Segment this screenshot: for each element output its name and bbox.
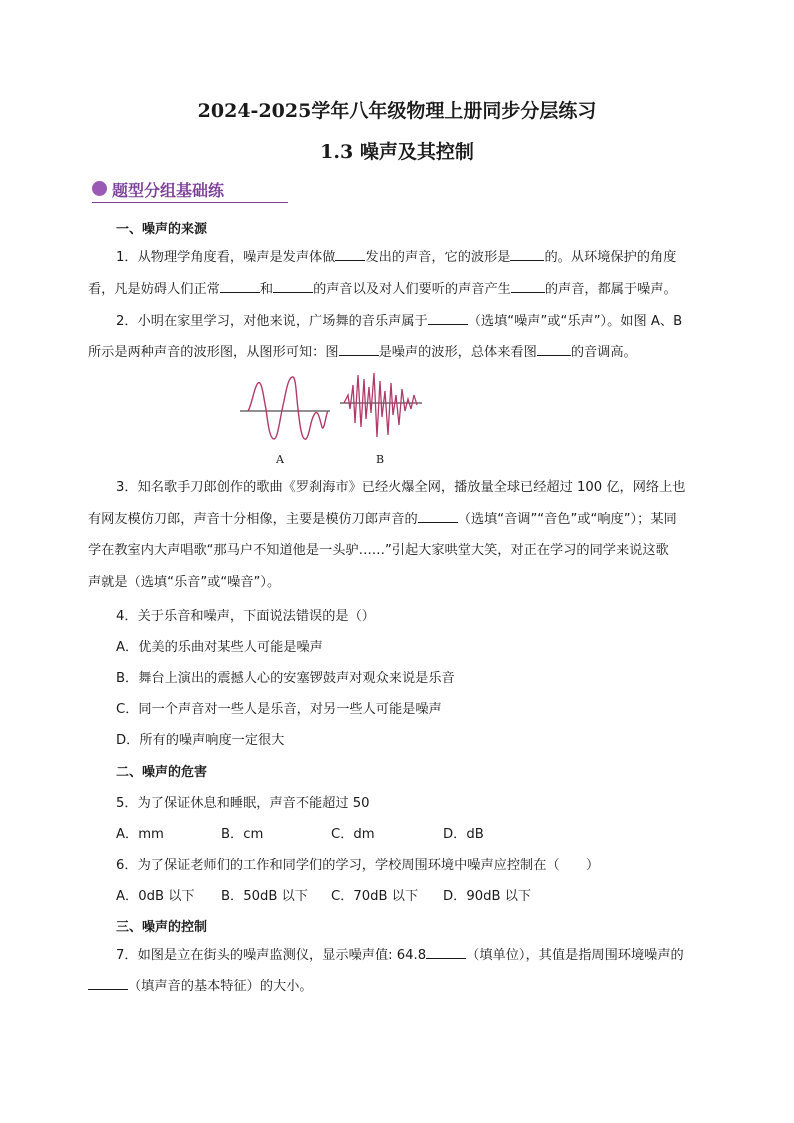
question-5-options	[116, 823, 484, 842]
question-3	[88, 472, 708, 503]
q2-text-e: 的音调高。	[570, 345, 637, 360]
q2-blank-1	[428, 310, 468, 325]
question-4-option-d: D．所有的噪声响度一定很大	[116, 733, 285, 748]
q3-blank-1	[418, 508, 458, 523]
question-6-option-c: C．70dB 以下	[331, 889, 419, 904]
question-4-option-b: B．舞台上演出的震撼人心的安塞锣鼓声对观众来说是乐音	[116, 671, 455, 686]
q2-text-c: 所示是两种声音的波形图，从图形可知：图	[88, 345, 339, 360]
question-5-stem: 5．为了保证休息和睡眠，声音不能超过 50	[116, 796, 370, 811]
q1-blank-4	[273, 278, 313, 293]
q1-text-b: 发出的声音，它的波形是	[365, 250, 511, 265]
q1-blank-5	[511, 278, 545, 293]
question-4-option-a: A．优美的乐曲对某些人可能是噪声	[116, 640, 323, 655]
q3-text-c: （选填“音调”“音色”或“响度”）；某同	[457, 512, 677, 527]
part1-heading: 一、噪声的来源	[116, 222, 208, 237]
q1-text-c: 的。从环境保护的角度	[544, 250, 677, 265]
q2-blank-2	[339, 341, 379, 356]
question-6-option-b: B．50dB 以下	[221, 889, 308, 904]
q7-text-b: （填单位），其值是指周围环境噪声的	[466, 948, 684, 963]
question-3-line2	[88, 504, 708, 535]
q2-blank-3	[537, 341, 571, 356]
question-5-option-d: D．dB	[443, 827, 484, 842]
bullet-dot-icon	[92, 181, 107, 196]
question-6-option-d: D．90dB 以下	[443, 889, 532, 904]
question-6-option-a: A．0dB 以下	[116, 889, 195, 904]
waveform-a-line	[248, 377, 328, 439]
q7-blank-2	[88, 975, 128, 990]
q3-text-e: 声就是（选填“乐音”或“噪音”）。	[88, 575, 281, 590]
document-subtitle: 1.3 噪声及其控制	[320, 141, 474, 163]
question-2-line2	[88, 337, 708, 368]
q1-text-a: 1．从物理学角度看，噪声是发声体做	[116, 250, 336, 265]
question-5-option-a: A．mm	[116, 827, 164, 842]
q2-text-d: 是噪声的波形，总体来看图	[378, 345, 537, 360]
question-5-option-c: C．dm	[331, 827, 375, 842]
part3-heading: 三、噪声的控制	[116, 920, 208, 935]
figure-label-a: A	[276, 453, 284, 466]
waveform-b-line	[344, 373, 417, 437]
question-2	[88, 306, 708, 337]
section-banner-label: 题型分组基础练	[112, 181, 225, 200]
q1-text-d: 看，凡是妨碍人们正常	[88, 282, 220, 297]
question-6-stem: 6．为了保证老师们的工作和同学们的学习，学校周围环境中噪声应控制在（ ）	[116, 858, 600, 873]
question-4-option-c: C．同一个声音对一些人是乐音，对另一些人可能是噪声	[116, 702, 442, 717]
figure-label-b: B	[376, 453, 385, 466]
q1-blank-1	[335, 246, 365, 261]
q1-blank-2	[510, 246, 544, 261]
question-5-option-b: B．cm	[221, 827, 264, 842]
question-4-stem: 4．关于乐音和噪声，下面说法错误的是（）	[116, 609, 375, 624]
q1-text-f: 的声音以及对人们要听的声音产生	[313, 282, 511, 297]
question-7	[88, 940, 708, 971]
question-1	[88, 242, 708, 273]
question-3-line3	[88, 535, 708, 566]
q1-blank-3	[220, 278, 260, 293]
document-title: 2024-2025学年八年级物理上册同步分层练习	[197, 100, 597, 122]
q1-text-g: 的声音，都属于噪声。	[544, 282, 677, 297]
question-3-line4	[88, 567, 708, 598]
q7-text-a: 7．如图是立在街头的噪声监测仪，显示噪声值: 64.8	[116, 948, 427, 963]
q1-text-e: 和	[259, 282, 274, 297]
q3-text-a: 3．知名歌手刀郎创作的歌曲《罗刹海市》已经火爆全网，播放量全球已经超过 100 亿，网络上也	[116, 480, 686, 495]
waveform-figure	[230, 365, 430, 475]
q3-text-d: 学在教室内大声唱歌“那马户不知道他是一头驴……”引起大家哄堂大笑，对正在学习的同学来说这歌	[88, 543, 669, 558]
q2-text-b: （选填“噪声”或“乐声”）。如图 A、B	[467, 314, 683, 329]
question-6-options	[116, 885, 531, 904]
q7-blank-1	[426, 944, 466, 959]
part2-heading: 二、噪声的危害	[116, 765, 208, 780]
question-1-line2	[88, 274, 708, 305]
question-7-line2	[88, 971, 708, 1002]
q3-text-b: 有网友模仿刀郎，声音十分相像，主要是模仿刀郎声音的	[88, 512, 418, 527]
q2-text-a: 2．小明在家里学习，对他来说，广场舞的音乐声属于	[116, 314, 428, 329]
section-banner	[92, 178, 288, 203]
q7-text-c: （填声音的基本特征）的大小。	[128, 979, 313, 994]
waveform-svg	[230, 365, 430, 475]
